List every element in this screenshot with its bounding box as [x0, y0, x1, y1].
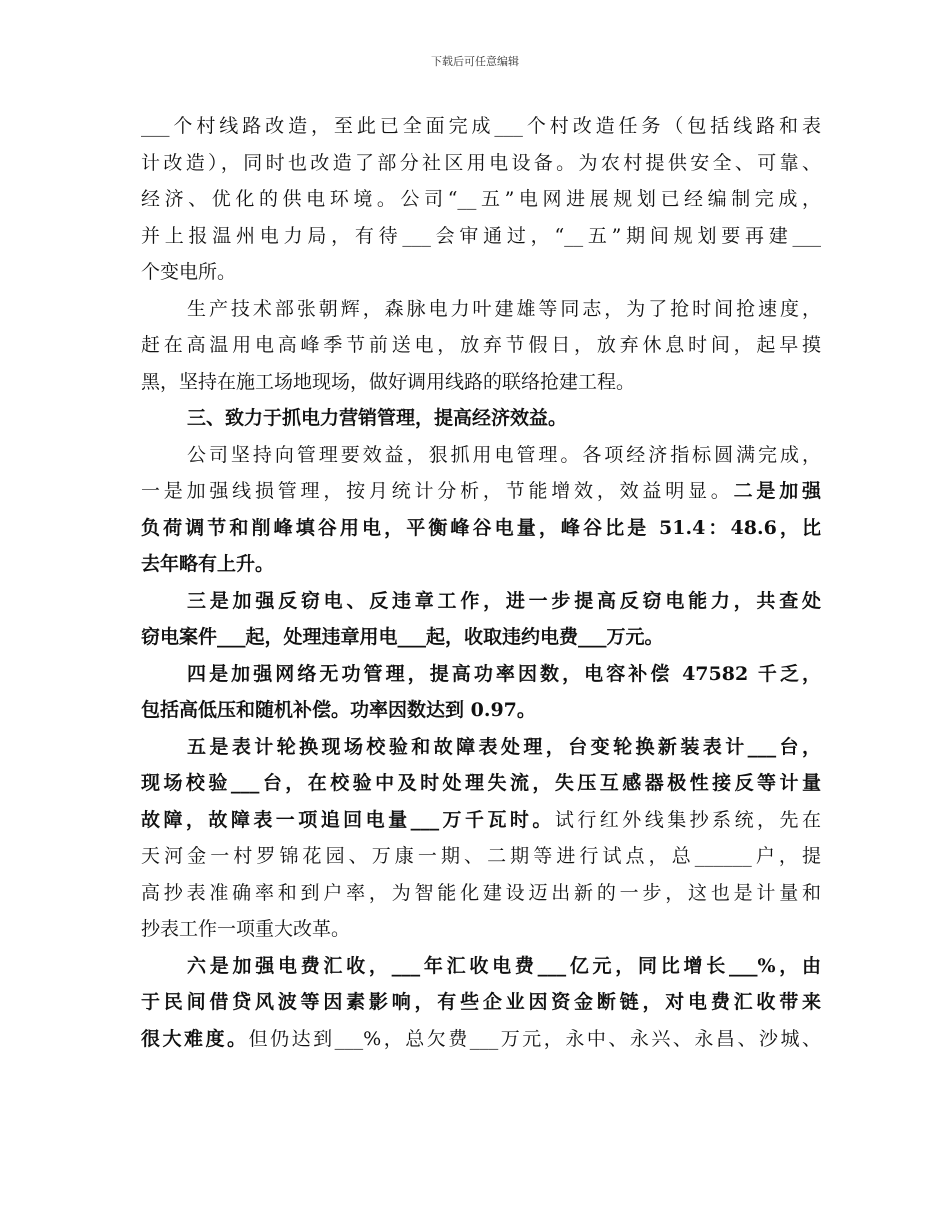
text-line: 抄表工作一项重大改革。 — [141, 918, 351, 940]
text-segment: 故障，故障表一项追回电量___万千瓦时。 — [141, 808, 555, 831]
text-line: 个变电所。 — [141, 261, 237, 283]
text-line: 赶在高温用电高峰季节前送电，放弃节假日，放弃休息时间，起早摸 — [141, 334, 821, 356]
text-segment: 试行红外线集抄系统，先在 — [554, 808, 821, 831]
text-line: 于民间借贷风波等因素影响，有些企业因资金断链，对电费汇收带来 — [141, 991, 821, 1013]
text-line: 负荷调节和削峰填谷用电，平衡峰谷电量，峰谷比是 51.4：48.6，比 — [141, 516, 821, 539]
text-line: 并上报温州电力局，有待___会审通过，“__五”期间规划要再建___ — [141, 224, 821, 247]
document-body — [141, 108, 821, 1057]
text-segment: 很大难度。 — [141, 1027, 249, 1050]
text-segment: 一是加强线损管理，按月统计分析，节能增效，效益明显。 — [141, 480, 734, 502]
text-line: 三、致力于抓电力营销管理，提高经济效益。 — [187, 407, 568, 429]
text-line: 包括高低压和随机补偿。功率因数达到 0.97。 — [141, 699, 536, 721]
text-line: 去年略有上升。 — [141, 553, 275, 575]
text-line: 六是加强电费汇收，___年汇收电费___亿元，同比增长___%，由 — [187, 954, 821, 977]
text-line: 天河金一村罗锦花园、万康一期、二期等进行试点，总______户，提 — [141, 845, 821, 867]
text-line: 窃电案件___起，处理违章用电___起，收取违约电费___万元。 — [141, 626, 664, 648]
text-line: 计改造），同时也改造了部分社区用电设备。为农村提供安全、可靠、 — [141, 151, 821, 174]
text-line: 三是加强反窃电、反违章工作，进一步提高反窃电能力，共查处 — [187, 589, 821, 612]
text-segment: 但仍达到___%，总欠费___万元，永中、永兴、永昌、沙城、 — [248, 1027, 821, 1050]
text-line — [141, 473, 821, 510]
text-line: 生产技术部张朝辉，森脉电力叶建雄等同志，为了抢时间抢速度， — [187, 297, 821, 320]
text-line — [141, 1021, 821, 1058]
text-line: 公司坚持向管理要效益，狠抓用电管理。各项经济指标圆满完成， — [187, 443, 821, 466]
text-line: 四是加强网络无功管理，提高功率因数，电容补偿 47582 千乏， — [187, 662, 821, 685]
text-line: 经济、优化的供电环境。公司“__五”电网进展规划已经编制完成， — [141, 188, 821, 210]
text-line: ___个村线路改造，至此已全面完成___个村改造任务（包括线路和表 — [141, 115, 821, 137]
text-line: 黑，坚持在施工场地现场，做好调用线路的联络抢建工程。 — [141, 370, 636, 393]
text-line — [141, 802, 821, 839]
text-line: 现场校验___台，在校验中及时处理失流，失压互感器极性接反等计量 — [141, 772, 821, 794]
page-header: 下载后可任意编辑 — [431, 55, 519, 68]
text-line: 五是表计轮换现场校验和故障表处理，台变轮换新装表计___台， — [187, 735, 821, 758]
text-line: 高抄表准确率和到户率，为智能化建设迈出新的一步，这也是计量和 — [141, 881, 821, 904]
text-segment: 二是加强 — [733, 480, 821, 502]
